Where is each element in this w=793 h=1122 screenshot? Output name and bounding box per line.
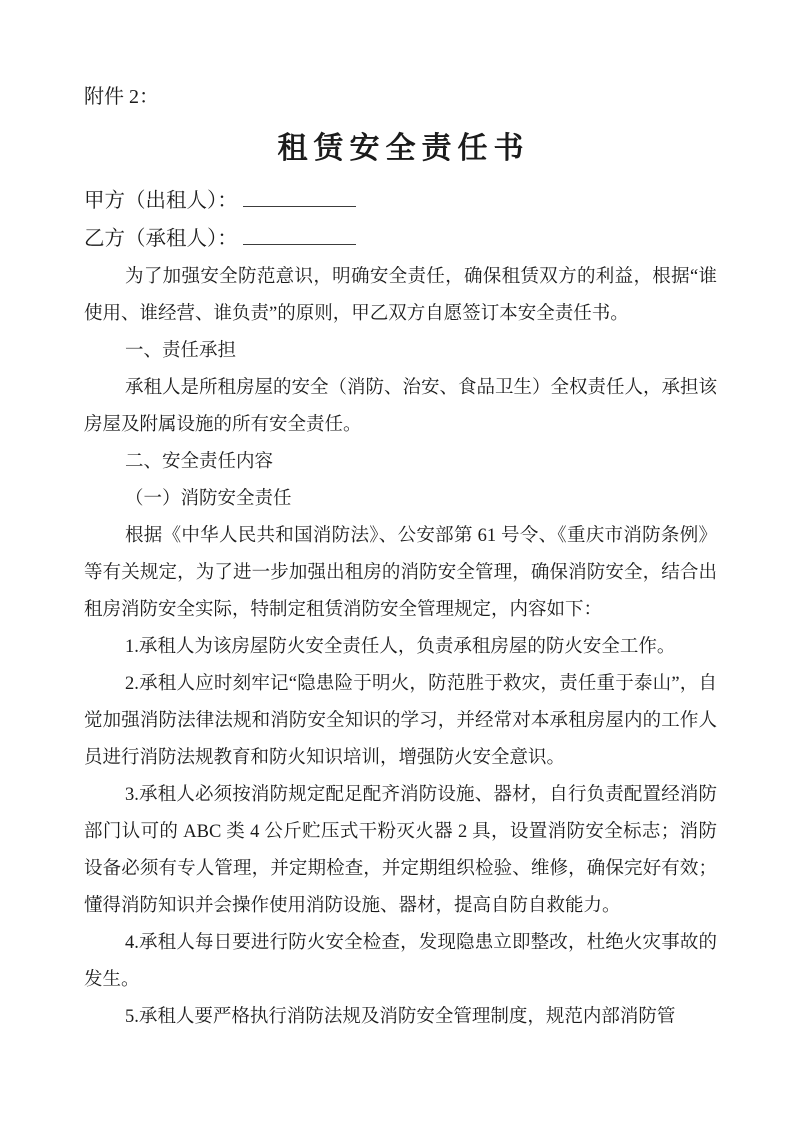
party-a-blank-field[interactable] — [243, 187, 356, 207]
body-paragraph: 4.承租人每日要进行防火安全检查，发现隐患立即整改，杜绝火灾事故的发生。 — [84, 933, 717, 990]
body-paragraph: 承租人是所租房屋的安全（消防、治安、食品卫生）全权责任人，承担该房屋及附属设施的所有安全责任。 — [84, 378, 718, 435]
document-title: 租赁安全责任书 — [277, 132, 530, 165]
body-paragraph: 为了加强安全防范意识，明确安全责任，确保租赁双方的利益，根据“谁使用、谁经营、谁负责”的原则，甲乙双方自愿签订本安全责任书。 — [84, 267, 717, 324]
section-heading: 二、安全责任内容 — [125, 452, 274, 472]
party-b-blank-field[interactable] — [243, 225, 356, 245]
section-heading: （一）消防安全责任 — [125, 489, 292, 509]
party-a-label: 甲方（出租人）： — [84, 190, 238, 212]
body-paragraph: 1.承租人为该房屋防火安全责任人，负责承租房屋的防火安全工作。 — [125, 637, 676, 657]
party-a-line — [84, 182, 717, 220]
body-paragraph: 5.承租人要严格执行消防法规及消防安全管理制度，规范内部消防管 — [125, 1007, 676, 1027]
attachment-label: 附件 2： — [84, 86, 159, 108]
body-paragraph: 根据《中华人民共和国消防法》、公安部第 61 号令、《重庆市消防条例》等有关规定，为了进一步加强出租房的消防安全管理，确保消防安全，结合出租房消防安全实际，特制定租赁消防安全管理规定，内容如下： — [84, 526, 717, 620]
party-b-line — [84, 220, 717, 258]
party-b-label: 乙方（承租人）： — [84, 228, 238, 250]
document-body — [84, 259, 717, 1036]
body-paragraph: 3.承租人必须按消防规定配足配齐消防设施、器材，自行负责配置经消防部门认可的 ABC 类 4 公斤贮压式干粉灭火器 2 具，设置消防安全标志；消防设备必须有专人管理，并定期检查，并定期组织检验、维修，确保完好有效；懂得消防知识并会操作使用消防设施、器材，提高自防自救能力。 — [84, 785, 717, 916]
section-heading: 一、责任承担 — [125, 341, 237, 361]
body-paragraph: 2.承租人应时刻牢记“隐患险于明火，防范胜于救灾，责任重于泰山”，自觉加强消防法律法规和消防安全知识的学习，并经常对本承租房屋内的工作人员进行消防法规教育和防火知识培训，增强防火安全意识。 — [84, 674, 717, 768]
party-lines — [84, 182, 717, 258]
